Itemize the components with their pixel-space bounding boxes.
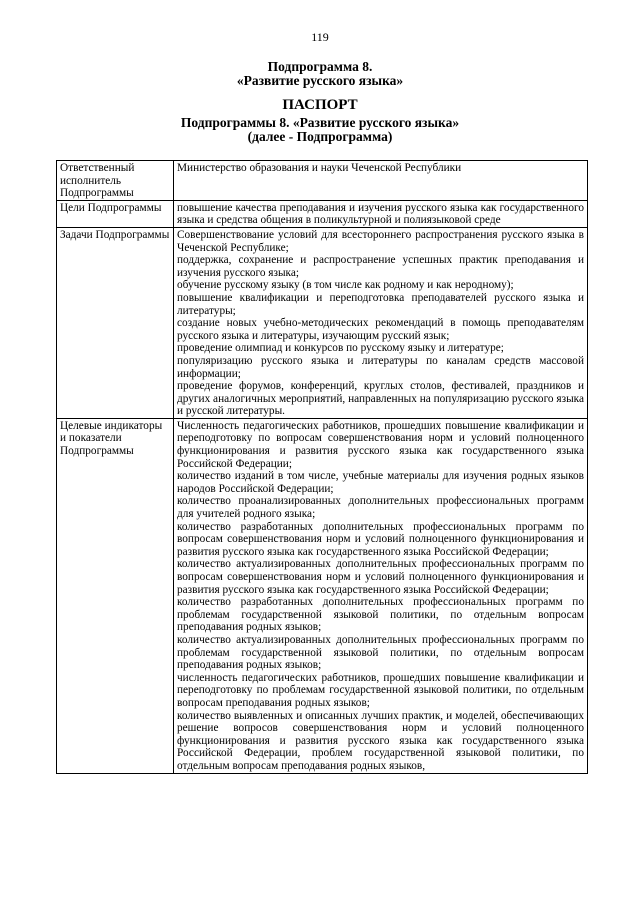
row-item-text: количество разработанных дополнительных профессиональных программ по вопросам совершенствования норм и условий полноценного функционирования и развития русского языка как государственного языка Российской Федерации; [177,520,584,558]
row-item-text: количество актуализированных дополнительных профессиональных программ по проблемам государственной языковой политики, по отдельным вопросам преподавания родных языков; [177,633,584,672]
row-content-cell [174,227,588,418]
row-item-text: численность педагогических работников, прошедших повышение квалификации и переподготовку по проблемам государственной языковой политики, по отдельным вопросам преподавания родных языков; [177,671,584,709]
subprogram-heading [0,60,640,88]
row-content-cell [174,200,588,227]
passport-table [56,160,588,774]
row-item-text: количество разработанных дополнительных профессиональных программ по проблемам государственной языковой политики, по отдельным вопросам преподавания родных языков; [177,596,584,634]
row-label: Задачи Подпрограммы [60,228,170,241]
table-row-responsible-executor [57,161,588,201]
passport-subtitle-line1: Подпрограммы 8. «Развитие русского языка» [180,115,460,130]
subprogram-number: Подпрограмма 8. [267,59,373,74]
row-item-text: количество выявленных и описанных лучших практик, и моделей, обеспечивающих решение вопросов совершенствования норм и условий полноценного функционирования и развития русского языка как государственного языка Российской Федерации, проблем государственной языковой политики, по отдельным вопросам преподавания родных языков, [177,709,584,772]
row-item-text: поддержка, сохранение и распространение успешных практик преподавания и изучения русского языка; [177,254,584,279]
row-label: Целевые индикаторы и показатели Подпрограммы [60,419,163,458]
row-item-text: повышение квалификации и переподготовка преподавателей русского языка и литературы; [177,291,584,317]
row-label: Цели Подпрограммы [60,201,162,214]
row-item-text: Совершенствование условий для всестороннего распространения русского языка в Чеченской Республике; [177,228,584,254]
row-label-cell [57,418,174,773]
row-item-text: популяризацию русского языка и литературы по каналам средств массовой информации; [177,354,584,380]
row-item-text: количество актуализированных дополнительных профессиональных программ по вопросам совершенствования норм и условий полноценного функционирования и развития русского языка как государственного языка Российской Федерации; [177,558,584,596]
row-label: Ответственный исполнитель Подпрограммы [60,162,135,200]
row-content-cell [174,161,588,201]
row-label-cell [57,227,174,418]
passport-subtitle [0,116,640,144]
passport-table-body [57,161,588,774]
row-item-text: проведение форумов, конференций, круглых столов, фестивалей, праздников и других аналогичных мероприятий, направленных на популяризацию русского языка и русской литературы. [177,380,584,418]
table-row-goals [57,200,588,227]
subprogram-name: «Развитие русского языка» [236,73,404,88]
row-label-cell [57,161,174,201]
row-content-cell [174,418,588,773]
passport-subtitle-line2: (далее - Подпрограмма) [247,129,393,144]
row-item-text: обучение русскому языку (в том числе как родному и как неродному); [177,279,514,292]
page-number: 119 [311,30,329,44]
row-item-text: создание новых учебно-методических рекомендаций в помощь преподавателям русского языка и литературы, изучающим русский язык; [177,317,584,342]
row-item-text: количество проанализированных дополнительных профессиональных программ для учителей родного языка; [177,495,584,521]
row-item-text: повышение качества преподавания и изучения русского языка как государственного языка и средства общения в поликультурной и полиязыковой среде [177,201,584,227]
table-row-target-indicators [57,418,588,773]
row-label-cell [57,200,174,227]
row-item-text: Министерство образования и науки Чеченской Республики [177,162,462,174]
row-item-text: количество изданий в том числе, учебные материалы для изучения родных языков народов Российской Федерации; [177,470,584,495]
passport-heading: ПАСПОРТ [282,97,358,113]
row-item-text: Численность педагогических работников, прошедших повышение квалификации и переподготовку по вопросам совершенствования норм и условий полноценного функционирования и развития русского языка как государственного языка Российской Федерации; [177,419,584,470]
row-item-text: проведение олимпиад и конкурсов по русскому языку и литературе; [177,342,504,355]
table-row-tasks [57,227,588,418]
